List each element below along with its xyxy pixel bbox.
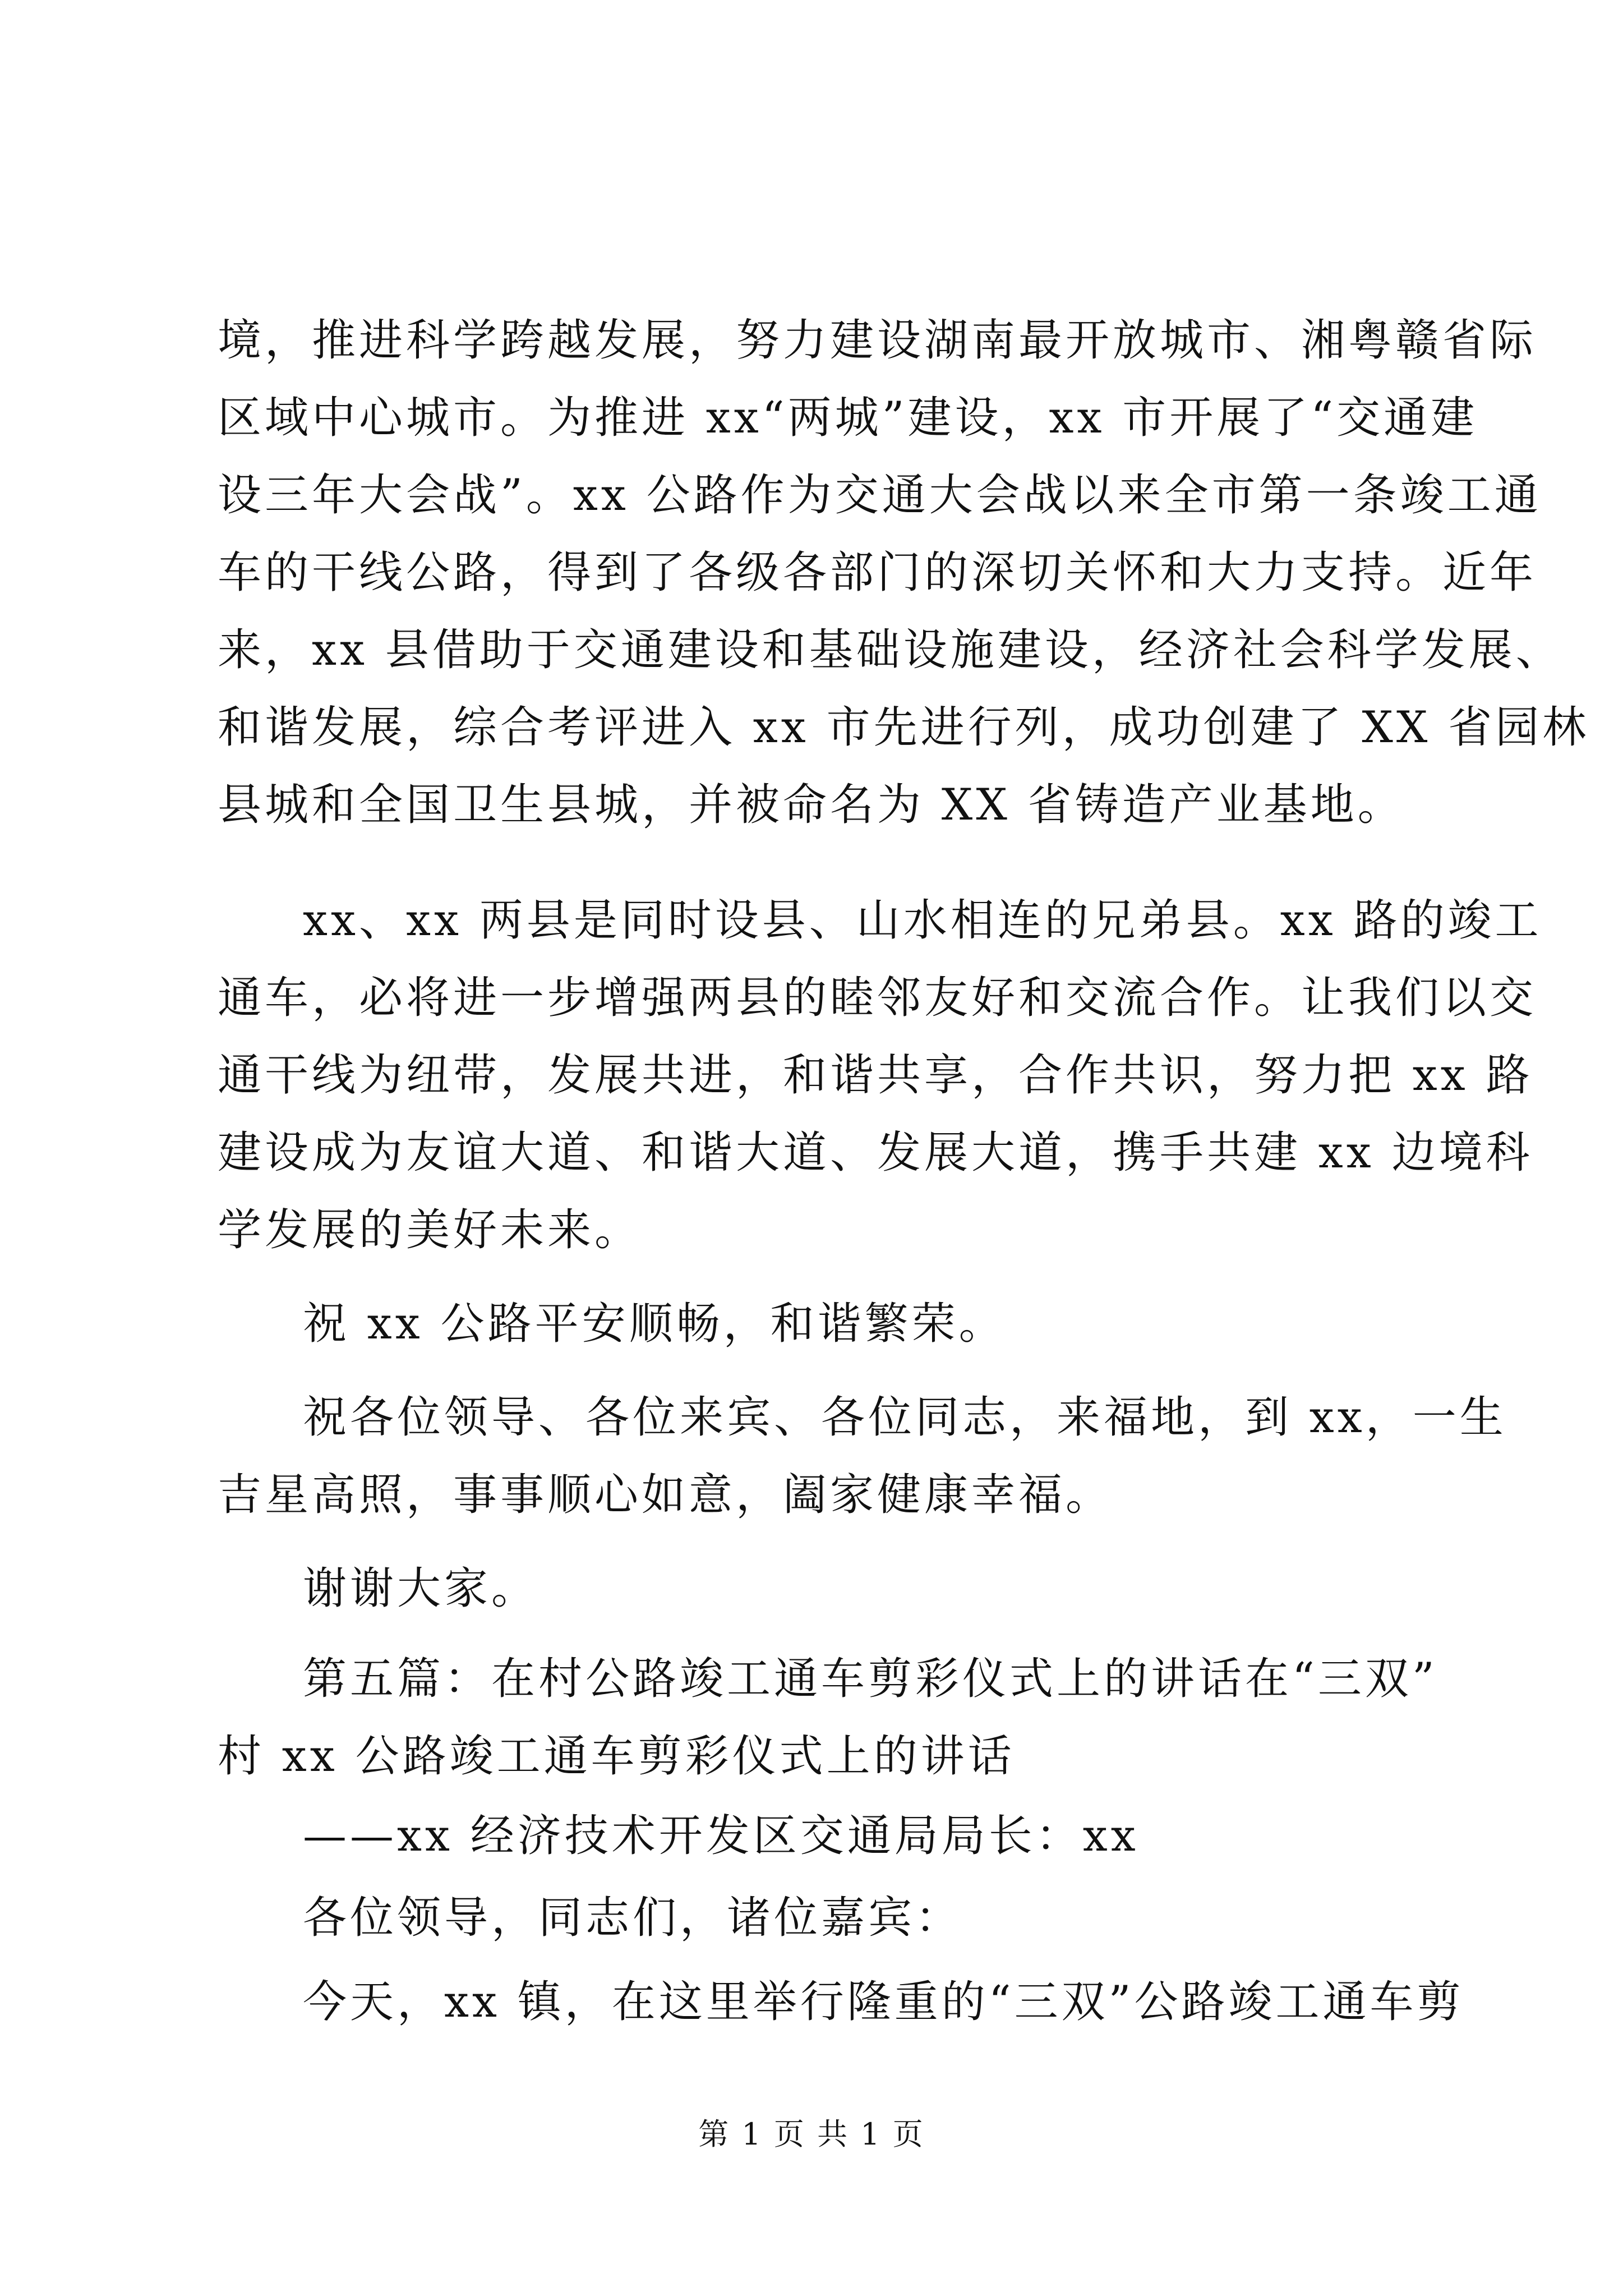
text-line: 各位领导，同志们，诸位嘉宾： — [303, 1893, 963, 1943]
text-line: 第五篇：在村公路竣工通车剪彩仪式上的讲话在“三双” — [303, 1654, 1438, 1704]
text-line: 车的干线公路，得到了各级各部门的深切关怀和大力支持。近年 — [218, 547, 1537, 598]
text-line: 区域中心城市。为推进 xx“两城”建设，xx 市开展了“交通建 — [218, 393, 1478, 443]
text-line: 今天，xx 镇，在这里举行隆重的“三双”公路竣工通车剪 — [303, 1977, 1464, 2027]
text-line: ——xx 经济技术开发区交通局局长：xx — [303, 1811, 1139, 1861]
text-line: 和谐发展，综合考评进入 xx 市先进行列，成功创建了 XX 省园林 — [218, 702, 1590, 753]
text-line: 祝各位领导、各位来宾、各位同志，来福地，到 xx，一生 — [303, 1392, 1507, 1443]
page-footer: 第 1 页 共 1 页 — [698, 2116, 925, 2152]
text-line: 通车，必将进一步增强两县的睦邻友好和交流合作。让我们以交 — [218, 973, 1537, 1023]
text-line: 通干线为纽带，发展共进，和谐共享，合作共识，努力把 xx 路 — [218, 1050, 1533, 1101]
text-line: 来，xx 县借助于交通建设和基础设施建设，经济社会科学发展、 — [218, 625, 1563, 675]
text-line: 境，推进科学跨越发展，努力建设湖南最开放城市、湘粤赣省际 — [218, 315, 1537, 366]
text-line: 县城和全国卫生县城，并被命名为 XX 省铸造产业基地。 — [218, 780, 1405, 830]
text-line: 建设成为友谊大道、和谐大道、发展大道，携手共建 xx 边境科 — [218, 1128, 1533, 1178]
text-line: xx、xx 两县是同时设县、山水相连的兄弟县。xx 路的竣工 — [303, 895, 1542, 946]
text-line: 吉星高照，事事顺心如意，阖家健康幸福。 — [218, 1470, 1113, 1520]
text-line: 设三年大会战”。xx 公路作为交通大会战以来全市第一条竣工通 — [218, 470, 1542, 521]
text-line: 谢谢大家。 — [303, 1563, 539, 1614]
text-line: 学发展的美好未来。 — [218, 1205, 642, 1255]
text-line: 村 xx 公路竣工通车剪彩仪式上的讲话 — [218, 1731, 1015, 1782]
text-line: 祝 xx 公路平安顺畅，和谐繁荣。 — [303, 1299, 1006, 1349]
